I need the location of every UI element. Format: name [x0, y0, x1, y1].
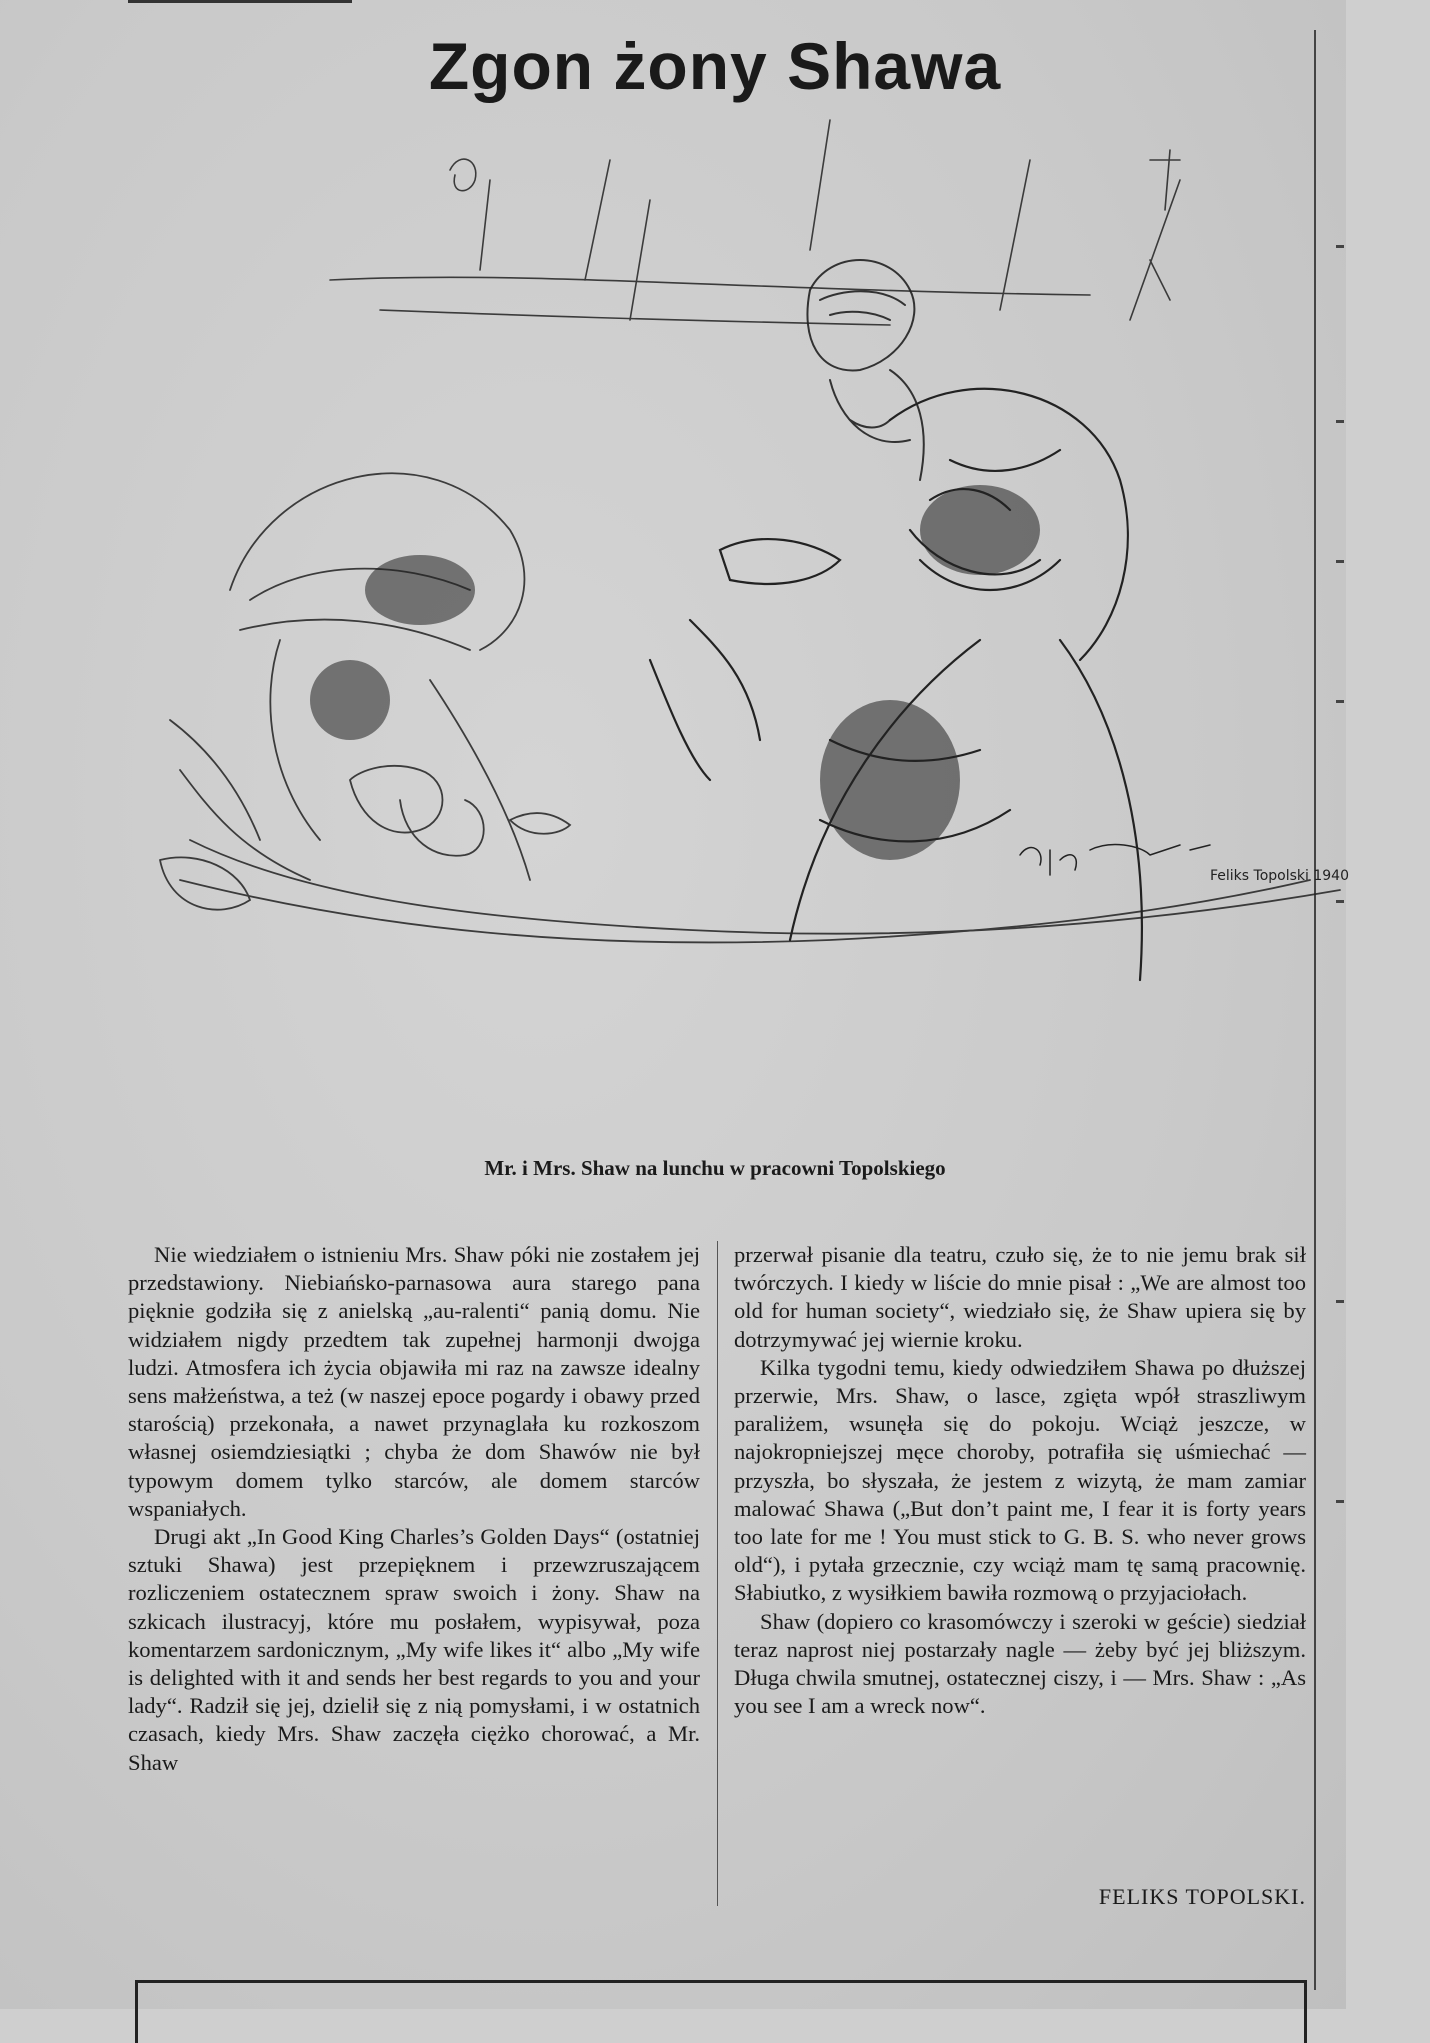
illustration-caption: Mr. i Mrs. Shaw na lunchu w pracowni Topolskiego	[484, 1156, 946, 1180]
article-column-right	[734, 1241, 1306, 1720]
paragraph: Nie wiedziałem o istnieniu Mrs. Shaw póki nie zostałem jej przedstawiony. Niebiańsko-parnasowa aura starego pana pięknie godziła się z anielską „au-ralenti“ panią domu. Nie widziałem nigdy przedtem tak zupełnej harmonji dwojga ludzi. Atmosfera ich życia objawiła mi raz na zawsze idealny sens małżeństwa, a też (w naszej epoce pogardy i obawy przed starością) przekonała, a nawet przynaglała ku rozkoszom własnej osiemdziesiątki ; chyba że dom Shawów nie był typowym domem tylko starców, ale domem starców wspaniałych.	[128, 1242, 700, 1521]
signature: Feliks Topolski 1940	[1210, 868, 1349, 884]
byline: FELIKS TOPOLSKI.	[1098, 1884, 1306, 1909]
top-rule	[128, 0, 352, 3]
column-rule	[1314, 30, 1316, 1990]
paragraph: Kilka tygodni temu, kiedy odwiedziłem Shawa po dłuższej przerwie, Mrs. Shaw, o lasce, zgięta wpół straszliwym paraliżem, wsunęła się do pokoju. Wciąż jeszcze, w najokropniejszej męce choroby, potrafiła się uśmiechać — przyszła, bo słyszała, że jestem z wizytą, że mam zamiar malować Shawa („But don’t paint me, I fear it is forty years too late for me ! You must stick to G. B. S. who never grows old“), i pytała grzecznie, czy wciąż mam tę samą pracownię. Słabiutko, z wysiłkiem bawiła rozmową o przyjaciołach.	[734, 1354, 1306, 1606]
edge-mark	[1336, 1500, 1344, 1503]
sketch-illustration	[130, 120, 1349, 1150]
paragraph: Shaw (dopiero co krasomówczy i szeroki w geście) siedział teraz naprost niej postarzały nagle — żeby być jej bliższym. Długa chwila smutnej, ostatecznej ciszy, i — Mrs. Shaw : „As you see I am a wreck now“.	[734, 1608, 1306, 1719]
paragraph: przerwał pisanie dla teatru, czuło się, że to nie jemu brak sił twórczych. I kiedy w liście do mnie pisał : „We are almost too old for human society“, wiedziało się, że Shaw upiera się by dotrzymywać jej wiernie kroku.	[734, 1242, 1306, 1352]
edge-mark	[1336, 245, 1344, 248]
column-divider	[717, 1241, 718, 1906]
edge-mark	[1336, 560, 1344, 563]
edge-mark	[1336, 900, 1344, 903]
edge-mark	[1336, 420, 1344, 423]
edge-mark	[1336, 700, 1344, 703]
headline: Zgon żony Shawa	[428, 29, 1002, 103]
next-article-box	[135, 1980, 1307, 2043]
edge-mark	[1336, 1300, 1344, 1303]
article-column-left	[128, 1241, 700, 1777]
paragraph: Drugi akt „In Good King Charles’s Golden Days“ (ostatniej sztuki Shawa) jest przepięknem i przewzruszającem rozliczeniem ostatecznem spraw swoich i żony. Shaw na szkicach ilustracyj, które mu posłałem, wypisywał, poza komentarzem sardonicznym, „My wife likes it“ albo „My wife is delighted with it and sends her best regards to you and your lady“. Radził się jej, dzielił się z nią pomysłami, i w ostatnich czasach, kiedy Mrs. Shaw zaczęła ciężko chorować, a Mr. Shaw	[128, 1524, 700, 1775]
